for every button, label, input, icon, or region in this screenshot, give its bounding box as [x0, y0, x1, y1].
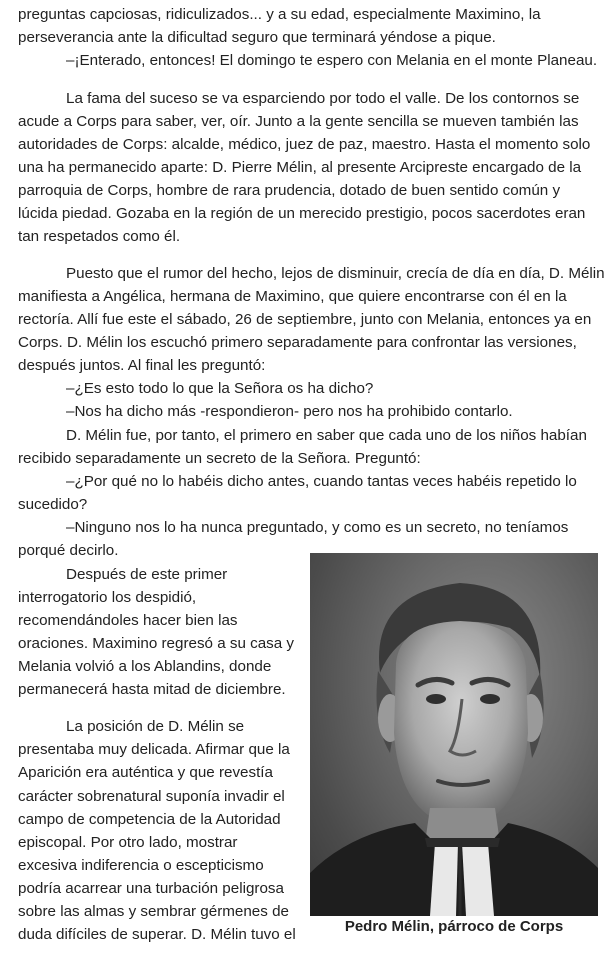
paragraph-start: Puesto que el rumor del hecho, lejos de disminuir, crecía de día en día, D. Mélin — [66, 265, 605, 282]
text-line: oraciones. Maximino regresó a su casa y — [18, 635, 295, 652]
text-line: carácter sobrenatural suponía invadir el — [18, 788, 285, 805]
text-line: perseverancia ante la dificultad seguro que terminará yéndose a pique. — [18, 29, 496, 46]
text-line: recomendándoles hacer bien las — [18, 612, 238, 629]
text-line: parroquia de Corps, hombre de rara prudencia, dotado de buen sentido común y — [18, 182, 561, 199]
text-line: rectoría. Allí fue este el sábado, 26 de septiembre, junto con Melania, entonces ya en — [18, 311, 592, 328]
text-line: preguntas capciosas, ridiculizados... y a su edad, especialmente Maximino, la — [18, 6, 541, 23]
text-line: Aparición era auténtica y que revestía — [18, 764, 273, 781]
text-line: Melania volvió a los Ablandins, donde — [18, 658, 272, 675]
text-line: una ha permanecido aparte: D. Pierre Mélin, al presente Arcipreste encargado de la — [18, 159, 582, 176]
paragraph-start: D. Mélin fue, por tanto, el primero en saber que cada uno de los niños habían — [66, 427, 587, 444]
text-line: tan respetados como él. — [18, 228, 181, 245]
text-line: manifiesta a Angélica, hermana de Maximino, que quiere encontrarse con él en la — [18, 288, 567, 305]
portrait-illustration — [310, 553, 598, 916]
text-line: sucedido? — [18, 496, 88, 513]
text-line: acude a Corps para saber, ver, oír. Junto a la gente sencilla se mueven también las — [18, 113, 579, 130]
text-line: lúcida piedad. Gozaba en la región de un merecido prestigio, pocos sacerdotes eran — [18, 205, 586, 222]
portrait-photo — [310, 553, 598, 916]
text-line: excesiva indiferencia o escepticismo — [18, 857, 264, 874]
text-line: recibido separadamente un secreto de la Señora. Preguntó: — [18, 450, 421, 467]
dialogue-line: –¿Es esto todo lo que la Señora os ha dicho? — [66, 380, 374, 397]
dialogue-line: –Ninguno nos lo ha nunca preguntado, y como es un secreto, no teníamos — [66, 519, 569, 536]
text-line: campo de competencia de la Autoridad — [18, 811, 281, 828]
paragraph-start: La posición de D. Mélin se — [66, 718, 245, 735]
text-line: después juntos. Al final les preguntó: — [18, 357, 266, 374]
text-line: presentaba muy delicada. Afirmar que la — [18, 741, 290, 758]
text-line: Corps. D. Mélin los escuchó primero separadamente para confrontar las versiones, — [18, 334, 577, 351]
text-line: podría acarrear una turbación peligrosa — [18, 880, 284, 897]
text-line: permanecerá hasta mitad de diciembre. — [18, 681, 286, 698]
dialogue-line: –Nos ha dicho más -respondieron- pero nos ha prohibido contarlo. — [66, 403, 513, 420]
text-line: episcopal. Por otro lado, mostrar — [18, 834, 238, 851]
text-line: duda difíciles de superar. D. Mélin tuvo el — [18, 926, 296, 943]
text-line: interrogatorio los despidió, — [18, 589, 197, 606]
paragraph-start: La fama del suceso se va esparciendo por todo el valle. De los contornos se — [66, 90, 580, 107]
figure-caption: Pedro Mélin, párroco de Corps — [344, 918, 564, 935]
dialogue-line: –¿Por qué no lo habéis dicho antes, cuando tantas veces habéis repetido lo — [66, 473, 577, 490]
text-line: autoridades de Corps: alcalde, médico, juez de paz, maestro. Hasta el momento solo — [18, 136, 591, 153]
paragraph-start: Después de este primer — [66, 566, 228, 583]
dialogue-line: –¡Enterado, entonces! El domingo te espero con Melania en el monte Planeau. — [66, 52, 598, 69]
text-line: porqué decirlo. — [18, 542, 119, 559]
text-line: sobre las almas y sembrar gérmenes de — [18, 903, 289, 920]
